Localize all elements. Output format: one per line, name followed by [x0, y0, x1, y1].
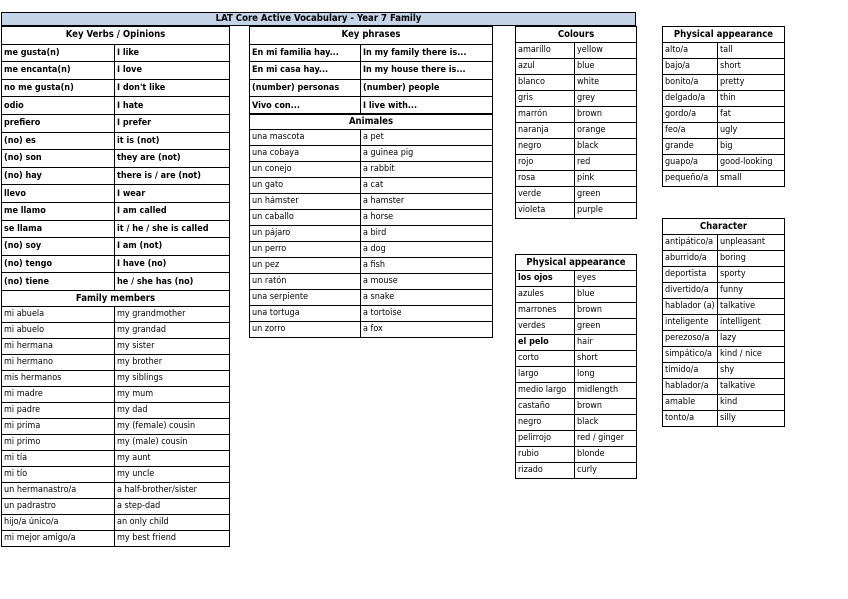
- table-header-row: [516, 255, 637, 271]
- spanish-term: (no) hay: [2, 167, 115, 185]
- english-translation: red / ginger: [575, 431, 637, 447]
- table-row: [2, 185, 230, 203]
- spanish-term: gordo/a: [663, 107, 718, 123]
- spanish-term: negro: [516, 415, 575, 431]
- table-row: [516, 171, 637, 187]
- spanish-term: guapo/a: [663, 155, 718, 171]
- table-row: [250, 226, 493, 242]
- english-translation: a snake: [361, 290, 493, 306]
- spanish-term: (no) tengo: [2, 255, 115, 273]
- table-row: [663, 235, 785, 251]
- spanish-term: divertido/a: [663, 283, 718, 299]
- spanish-term: un caballo: [250, 210, 361, 226]
- table-row: [663, 123, 785, 139]
- table-row: [663, 299, 785, 315]
- english-translation: thin: [718, 91, 785, 107]
- english-translation: In my family there is...: [361, 44, 493, 62]
- spanish-term: rojo: [516, 155, 575, 171]
- table-row: [250, 194, 493, 210]
- spanish-term: un padrastro: [2, 499, 115, 515]
- table-row: [516, 351, 637, 367]
- table-row: [250, 162, 493, 178]
- spanish-term: llevo: [2, 185, 115, 203]
- spanish-term: rosa: [516, 171, 575, 187]
- colours-table: [515, 26, 637, 219]
- table-row: [516, 203, 637, 219]
- english-translation: green: [575, 319, 637, 335]
- english-translation: lazy: [718, 331, 785, 347]
- table-row: [516, 463, 637, 479]
- spanish-term: antipático/a: [663, 235, 718, 251]
- spanish-term: negro: [516, 139, 575, 155]
- table-row: [516, 287, 637, 303]
- spanish-term: no me gusta(n): [2, 79, 115, 97]
- table-row: [250, 258, 493, 274]
- table-row: [663, 171, 785, 187]
- english-translation: pink: [575, 171, 637, 187]
- table-row: [663, 251, 785, 267]
- table-row: [250, 130, 493, 146]
- spanish-term: gris: [516, 91, 575, 107]
- table-row: [516, 447, 637, 463]
- table-row: [516, 123, 637, 139]
- english-translation: white: [575, 75, 637, 91]
- english-translation: pretty: [718, 75, 785, 91]
- english-translation: there is / are (not): [115, 167, 230, 185]
- spanish-term: castaño: [516, 399, 575, 415]
- spanish-term: grande: [663, 139, 718, 155]
- english-translation: a tortoise: [361, 306, 493, 322]
- spanish-term: tonto/a: [663, 411, 718, 427]
- spanish-term: verdes: [516, 319, 575, 335]
- english-translation: tall: [718, 43, 785, 59]
- english-translation: a guinea pig: [361, 146, 493, 162]
- english-translation: a dog: [361, 242, 493, 258]
- spanish-term: un pájaro: [250, 226, 361, 242]
- english-translation: green: [575, 187, 637, 203]
- spanish-term: mi tía: [2, 451, 115, 467]
- spanish-term: una mascota: [250, 130, 361, 146]
- table-row: [2, 114, 230, 132]
- english-translation: kind / nice: [718, 347, 785, 363]
- table-row: [516, 139, 637, 155]
- spanish-term: una serpiente: [250, 290, 361, 306]
- english-translation: I love: [115, 62, 230, 80]
- english-translation: black: [575, 415, 637, 431]
- table-row: [663, 315, 785, 331]
- table-row: [663, 283, 785, 299]
- section-header: Physical appearance: [516, 255, 637, 271]
- english-translation: a pet: [361, 130, 493, 146]
- english-translation: shy: [718, 363, 785, 379]
- english-translation: I wear: [115, 185, 230, 203]
- spanish-term: mi tío: [2, 467, 115, 483]
- english-translation: I live with...: [361, 97, 493, 115]
- table-row: [516, 303, 637, 319]
- english-translation: a fish: [361, 258, 493, 274]
- spanish-term: odio: [2, 97, 115, 115]
- table-row: [663, 75, 785, 91]
- english-translation: my sister: [115, 339, 230, 355]
- table-row: [2, 451, 230, 467]
- english-translation: brown: [575, 303, 637, 319]
- table-header-row: [2, 27, 230, 45]
- english-translation: intelligent: [718, 315, 785, 331]
- table-row: [250, 178, 493, 194]
- table-row: [2, 339, 230, 355]
- table-header-row: [663, 27, 785, 43]
- spanish-term: azul: [516, 59, 575, 75]
- spanish-term: naranja: [516, 123, 575, 139]
- table-row: [2, 273, 230, 291]
- section-header: Key phrases: [250, 27, 493, 45]
- table-row: [2, 387, 230, 403]
- spanish-term: amarillo: [516, 43, 575, 59]
- spanish-term: simpático/a: [663, 347, 718, 363]
- english-translation: I don't like: [115, 79, 230, 97]
- english-translation: a step-dad: [115, 499, 230, 515]
- table-row: [516, 399, 637, 415]
- english-translation: talkative: [718, 379, 785, 395]
- english-translation: small: [718, 171, 785, 187]
- table-row: [516, 59, 637, 75]
- english-translation: it / he / she is called: [115, 220, 230, 238]
- table-row: [2, 323, 230, 339]
- table-row: [2, 483, 230, 499]
- spanish-term: marrón: [516, 107, 575, 123]
- spanish-term: pelirrojo: [516, 431, 575, 447]
- table-row: [663, 91, 785, 107]
- english-translation: my grandad: [115, 323, 230, 339]
- table-row: [2, 419, 230, 435]
- english-translation: purple: [575, 203, 637, 219]
- spanish-term: mi mejor amigo/a: [2, 531, 115, 547]
- table-row: [663, 139, 785, 155]
- table-row: [250, 44, 493, 62]
- section-header: Animales: [250, 114, 493, 130]
- table-row: [663, 267, 785, 283]
- section-header: Physical appearance: [663, 27, 785, 43]
- table-row: [2, 371, 230, 387]
- table-header-row: [663, 219, 785, 235]
- english-translation: black: [575, 139, 637, 155]
- english-translation: red: [575, 155, 637, 171]
- table-row: [250, 274, 493, 290]
- spanish-term: mi padre: [2, 403, 115, 419]
- table-row: [2, 202, 230, 220]
- english-translation: I like: [115, 44, 230, 62]
- table-row: [250, 62, 493, 80]
- table-row: [2, 403, 230, 419]
- english-translation: fat: [718, 107, 785, 123]
- table-row: [250, 306, 493, 322]
- spanish-term: mi abuelo: [2, 323, 115, 339]
- table-row: [663, 347, 785, 363]
- english-translation: yellow: [575, 43, 637, 59]
- table-header-row: [250, 27, 493, 45]
- spanish-term: el pelo: [516, 335, 575, 351]
- table-row: [2, 220, 230, 238]
- table-row: [250, 322, 493, 338]
- spanish-term: me llamo: [2, 202, 115, 220]
- table-row: [516, 415, 637, 431]
- english-translation: unpleasant: [718, 235, 785, 251]
- section-header: Colours: [516, 27, 637, 43]
- family-members-table: [1, 290, 230, 547]
- spanish-term: verde: [516, 187, 575, 203]
- table-row: [250, 290, 493, 306]
- english-translation: talkative: [718, 299, 785, 315]
- english-translation: long: [575, 367, 637, 383]
- spanish-term: bonito/a: [663, 75, 718, 91]
- table-row: [516, 91, 637, 107]
- spanish-term: una tortuga: [250, 306, 361, 322]
- english-translation: In my house there is...: [361, 62, 493, 80]
- section-header: Family members: [2, 291, 230, 307]
- spanish-term: (number) personas: [250, 79, 361, 97]
- spanish-term: hablador (a): [663, 299, 718, 315]
- spanish-term: (no) soy: [2, 238, 115, 256]
- table-row: [516, 271, 637, 287]
- english-translation: they are (not): [115, 150, 230, 168]
- physical-appearance-body-table: [662, 26, 785, 187]
- english-translation: my dad: [115, 403, 230, 419]
- spanish-term: mis hermanos: [2, 371, 115, 387]
- spanish-term: Vivo con...: [250, 97, 361, 115]
- spanish-term: azules: [516, 287, 575, 303]
- table-row: [2, 97, 230, 115]
- english-translation: curly: [575, 463, 637, 479]
- table-row: [250, 242, 493, 258]
- table-row: [663, 59, 785, 75]
- spanish-term: pequeño/a: [663, 171, 718, 187]
- english-translation: orange: [575, 123, 637, 139]
- spanish-term: En mi familia hay...: [250, 44, 361, 62]
- english-translation: short: [718, 59, 785, 75]
- table-row: [516, 335, 637, 351]
- spanish-term: rubio: [516, 447, 575, 463]
- table-row: [516, 431, 637, 447]
- english-translation: my best friend: [115, 531, 230, 547]
- table-row: [663, 379, 785, 395]
- english-translation: my uncle: [115, 467, 230, 483]
- table-header-row: [516, 27, 637, 43]
- english-translation: an only child: [115, 515, 230, 531]
- table-row: [250, 79, 493, 97]
- spanish-term: una cobaya: [250, 146, 361, 162]
- english-translation: kind: [718, 395, 785, 411]
- english-translation: boring: [718, 251, 785, 267]
- english-translation: my siblings: [115, 371, 230, 387]
- table-row: [516, 383, 637, 399]
- table-header-row: [250, 114, 493, 130]
- character-table: [662, 218, 785, 427]
- english-translation: blonde: [575, 447, 637, 463]
- english-translation: eyes: [575, 271, 637, 287]
- english-translation: my (male) cousin: [115, 435, 230, 451]
- spanish-term: (no) tiene: [2, 273, 115, 291]
- key-verbs-table: [1, 26, 230, 291]
- table-row: [2, 255, 230, 273]
- spanish-term: mi abuela: [2, 307, 115, 323]
- english-translation: silly: [718, 411, 785, 427]
- table-row: [250, 146, 493, 162]
- table-row: [663, 43, 785, 59]
- spanish-term: perezoso/a: [663, 331, 718, 347]
- physical-appearance-eyes-hair-table: [515, 254, 637, 479]
- english-translation: my grandmother: [115, 307, 230, 323]
- section-header: Character: [663, 219, 785, 235]
- table-row: [663, 331, 785, 347]
- english-translation: I have (no): [115, 255, 230, 273]
- table-row: [2, 150, 230, 168]
- table-row: [516, 367, 637, 383]
- english-translation: big: [718, 139, 785, 155]
- key-phrases-table: [249, 26, 493, 115]
- table-header-row: [2, 291, 230, 307]
- spanish-term: marrones: [516, 303, 575, 319]
- table-row: [516, 187, 637, 203]
- spanish-term: violeta: [516, 203, 575, 219]
- spanish-term: medio largo: [516, 383, 575, 399]
- spanish-term: un ratón: [250, 274, 361, 290]
- spanish-term: En mi casa hay...: [250, 62, 361, 80]
- english-translation: a bird: [361, 226, 493, 242]
- english-translation: hair: [575, 335, 637, 351]
- table-row: [250, 97, 493, 115]
- spanish-term: hablador/a: [663, 379, 718, 395]
- spanish-term: feo/a: [663, 123, 718, 139]
- table-row: [663, 363, 785, 379]
- spanish-term: blanco: [516, 75, 575, 91]
- animals-table: [249, 113, 493, 338]
- spanish-term: (no) son: [2, 150, 115, 168]
- english-translation: ugly: [718, 123, 785, 139]
- table-row: [2, 531, 230, 547]
- english-translation: my (female) cousin: [115, 419, 230, 435]
- english-translation: funny: [718, 283, 785, 299]
- english-translation: a hamster: [361, 194, 493, 210]
- spanish-term: me gusta(n): [2, 44, 115, 62]
- english-translation: I hate: [115, 97, 230, 115]
- english-translation: a half-brother/sister: [115, 483, 230, 499]
- spanish-term: aburrido/a: [663, 251, 718, 267]
- english-translation: my brother: [115, 355, 230, 371]
- spanish-term: alto/a: [663, 43, 718, 59]
- english-translation: a fox: [361, 322, 493, 338]
- spanish-term: un perro: [250, 242, 361, 258]
- english-translation: blue: [575, 59, 637, 75]
- table-row: [663, 155, 785, 171]
- table-row: [516, 107, 637, 123]
- english-translation: I am (not): [115, 238, 230, 256]
- english-translation: brown: [575, 399, 637, 415]
- table-row: [516, 75, 637, 91]
- table-row: [663, 395, 785, 411]
- spanish-term: delgado/a: [663, 91, 718, 107]
- english-translation: brown: [575, 107, 637, 123]
- spanish-term: largo: [516, 367, 575, 383]
- table-row: [663, 107, 785, 123]
- english-translation: he / she has (no): [115, 273, 230, 291]
- english-translation: blue: [575, 287, 637, 303]
- spanish-term: mi madre: [2, 387, 115, 403]
- english-translation: midlength: [575, 383, 637, 399]
- spanish-term: amable: [663, 395, 718, 411]
- english-translation: it is (not): [115, 132, 230, 150]
- table-row: [2, 355, 230, 371]
- table-row: [2, 499, 230, 515]
- table-row: [516, 43, 637, 59]
- spanish-term: mi hermana: [2, 339, 115, 355]
- table-row: [250, 210, 493, 226]
- spanish-term: rizado: [516, 463, 575, 479]
- table-row: [2, 167, 230, 185]
- spanish-term: inteligente: [663, 315, 718, 331]
- table-row: [2, 515, 230, 531]
- spanish-term: me encanta(n): [2, 62, 115, 80]
- spanish-term: (no) es: [2, 132, 115, 150]
- spanish-term: un hermanastro/a: [2, 483, 115, 499]
- table-row: [2, 62, 230, 80]
- english-translation: short: [575, 351, 637, 367]
- spanish-term: prefiero: [2, 114, 115, 132]
- spanish-term: tímido/a: [663, 363, 718, 379]
- english-translation: my aunt: [115, 451, 230, 467]
- spanish-term: un gato: [250, 178, 361, 194]
- spanish-term: hijo/a único/a: [2, 515, 115, 531]
- spanish-term: los ojos: [516, 271, 575, 287]
- english-translation: a rabbit: [361, 162, 493, 178]
- english-translation: I am called: [115, 202, 230, 220]
- english-translation: I prefer: [115, 114, 230, 132]
- page-title: LAT Core Active Vocabulary - Year 7 Family: [1, 12, 636, 26]
- table-row: [2, 467, 230, 483]
- table-row: [2, 238, 230, 256]
- spanish-term: mi hermano: [2, 355, 115, 371]
- table-row: [2, 79, 230, 97]
- english-translation: a cat: [361, 178, 493, 194]
- spanish-term: se llama: [2, 220, 115, 238]
- section-header: Key Verbs / Opinions: [2, 27, 230, 45]
- spanish-term: mi primo: [2, 435, 115, 451]
- spanish-term: un conejo: [250, 162, 361, 178]
- table-row: [516, 155, 637, 171]
- spanish-term: un hámster: [250, 194, 361, 210]
- english-translation: good-looking: [718, 155, 785, 171]
- english-translation: (number) people: [361, 79, 493, 97]
- spanish-term: deportista: [663, 267, 718, 283]
- english-translation: my mum: [115, 387, 230, 403]
- spanish-term: corto: [516, 351, 575, 367]
- table-row: [2, 435, 230, 451]
- table-row: [2, 44, 230, 62]
- spanish-term: mi prima: [2, 419, 115, 435]
- english-translation: sporty: [718, 267, 785, 283]
- english-translation: a horse: [361, 210, 493, 226]
- spanish-term: un pez: [250, 258, 361, 274]
- table-row: [2, 132, 230, 150]
- table-row: [663, 411, 785, 427]
- table-row: [516, 319, 637, 335]
- english-translation: a mouse: [361, 274, 493, 290]
- english-translation: grey: [575, 91, 637, 107]
- spanish-term: un zorro: [250, 322, 361, 338]
- table-row: [2, 307, 230, 323]
- spanish-term: bajo/a: [663, 59, 718, 75]
